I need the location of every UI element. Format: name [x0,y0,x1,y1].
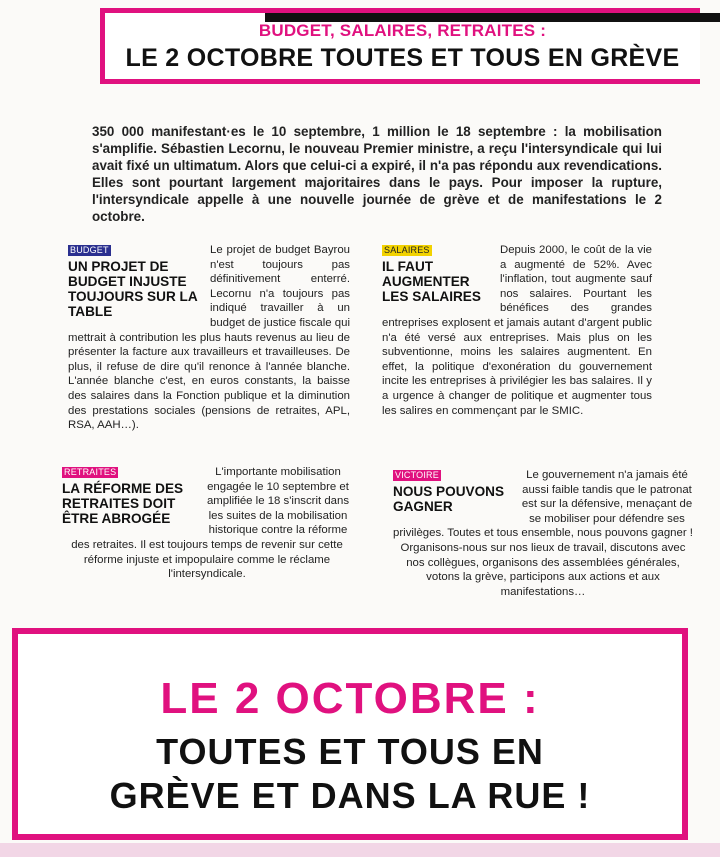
section-budget-head [68,243,200,319]
tag-budget: BUDGET [70,245,109,255]
section-victoire [393,468,693,599]
bottom-slogan-line-2: GRÈVE ET DANS LA RUE ! [109,775,591,816]
bottom-stripe [0,843,720,857]
tag-retraites: RETRAITES [64,467,117,477]
section-salaires-body: Depuis 2000, le coût de la vie a augmenté de 52%. Avec l'inflation, tout augmente sauf nos salaires. Pourtant les bénéfices des grandes entreprises explosent et jamais autant d'argent public n'a été versé aux entreprises. Mais plus on les subventionne, moins les salaires augmentent. En effet, la politique d'exonération du gouvernement incite les entreprises à privilégier les bas salaires. Il y a urgence à changer de politique et augmenter tous les salires en commençant par le SMIC. [382,244,652,417]
section-retraites-head [62,465,194,526]
bottom-slogan [18,730,682,818]
header-headline: LE 2 OCTOBRE TOUTES ET TOUS EN GRÈVE [125,44,680,72]
header-kicker: BUDGET, SALAIRES, RETRAITES : [258,21,547,40]
section-budget-title: UN PROJET DE BUDGET INJUSTE TOUJOURS SUR LA TABLE [68,258,198,319]
section-victoire-title: NOUS POUVONS GAGNER [393,483,505,514]
bottom-slogan-line-1: TOUTES ET TOUS EN [156,731,544,772]
intro-paragraph: 350 000 manifestant·es le 10 septembre, 1 million le 18 septembre : la mobilisation s'amplifie. Sébastien Lecornu, le nouveau Premier ministre, a reçu l'intersyndicale qui lui avait fixé un ultimatum. Alors que celui-ci a expiré, il n'a pas répondu aux revendications. Elles sont pourtant largement majoritaires dans le pays. Pour imposer la rupture, l'intersyndicale appelle à une nouvelle journée de grève et de manifestations le 2 octobre. [92,124,662,224]
section-victoire-head [393,468,511,514]
bottom-callout [12,628,688,840]
section-retraites [62,465,352,582]
section-retraites-title: LA RÉFORME DES RETRAITES DOIT ÊTRE ABROGÉE [62,480,184,526]
section-salaires-title: IL FAUT AUGMENTER LES SALAIRES [382,258,481,304]
section-budget-body: Le projet de budget Bayrou n'est toujours pas définitivement enterré. Lecornu n'a toujours pas indiqué travailler à un budget de justice fiscale qui mettrait à contribution les plus hauts revenus au lieu de présenter la facture aux travailleurs et travailleuses. De plus, il refuse de dire qu'il renonce à l'année blanche. L'année blanche c'est, en euros constants, la baisse des salaires dans la Fonction publique et la diminution des prestations sociales (pensions de retraites, APL, RSA, AAH…). [68,244,350,432]
section-victoire-body: Le gouvernement n'a jamais été aussi faible tandis que le patronat est sur la défensive, menaçant de se mobiliser pour défendre ses privilèges. Toutes et tous ensemble, nous pouvons gagner ! Organisons-nous sur nos lieux de travail, discutons avec nos collègues, organisons des assemblées générales, votons la grève, participons aux actions et aux manifestations… [393,469,693,598]
section-salaires [382,243,652,418]
section-retraites-body: L'importante mobilisation engagée le 10 septembre et amplifiée le 18 s'inscrit dans les suites de la mobilisation historique contre la réforme des retraites. Il est toujours temps de revenir sur cette réforme injuste et impopulaire comme le réclame l'intersyndicale. [71,466,350,581]
tag-victoire: VICTOIRE [395,470,439,480]
tag-salaires: SALAIRES [384,245,430,255]
section-salaires-head [382,243,490,304]
header-banner [100,8,700,84]
section-budget [68,243,350,433]
bottom-date-line: LE 2 OCTOBRE : [160,674,540,723]
